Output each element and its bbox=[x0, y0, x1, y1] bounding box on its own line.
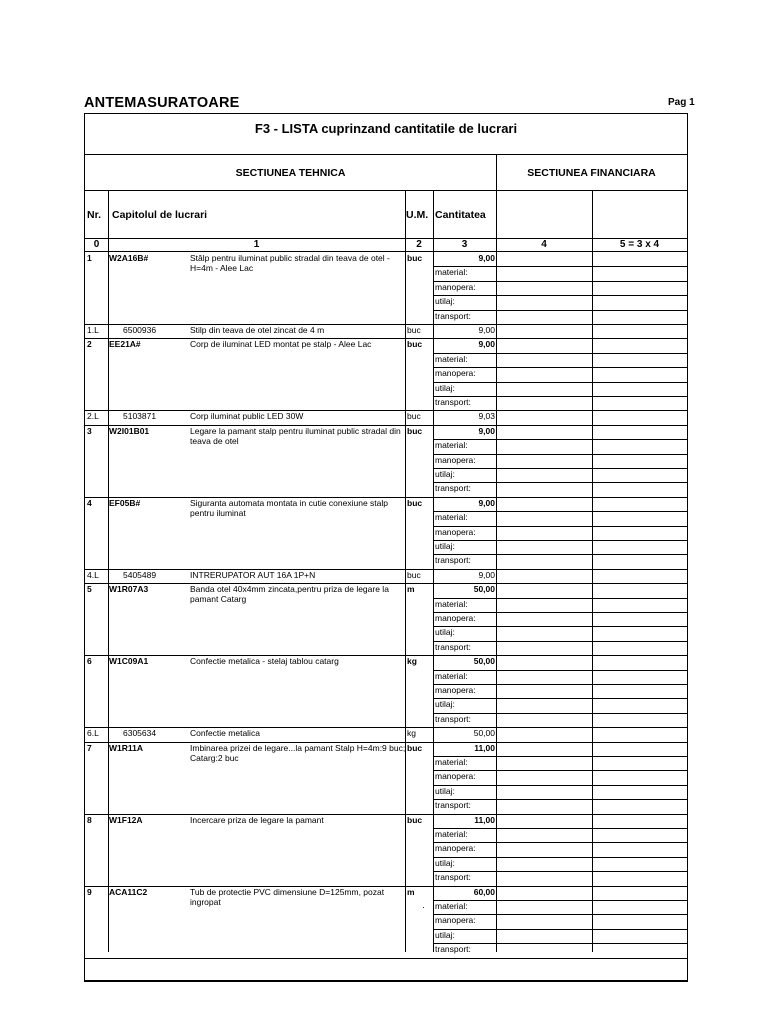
cost-label: manopera: bbox=[435, 613, 476, 623]
item-number: 2.L bbox=[87, 411, 99, 422]
item-unit: kg bbox=[407, 728, 416, 739]
cost-label: material: bbox=[435, 598, 468, 609]
column-header-um: U.M. bbox=[406, 209, 429, 221]
cost-label: utilaj: bbox=[435, 469, 455, 479]
item-unit: m bbox=[407, 584, 415, 595]
page-number: Pag 1 bbox=[668, 97, 695, 108]
grid-line bbox=[433, 554, 687, 555]
cost-label: manopera: bbox=[435, 454, 476, 465]
item-code: W1R11A bbox=[109, 742, 144, 753]
item-description: INTRERUPATOR AUT 16A 1P+N bbox=[190, 569, 316, 580]
grid-line bbox=[433, 439, 687, 440]
item-number: 5 bbox=[87, 584, 92, 595]
item-number: 1 bbox=[87, 253, 92, 263]
cost-label: manopera: bbox=[435, 915, 476, 926]
column-number-0: 0 bbox=[93, 239, 100, 250]
grid-line bbox=[433, 266, 687, 267]
grid-line bbox=[433, 482, 687, 483]
item-quantity: 11,00 bbox=[474, 814, 495, 825]
grid-line bbox=[433, 626, 687, 627]
grid-line bbox=[85, 980, 687, 981]
cost-label: utilaj: bbox=[435, 296, 455, 307]
cost-label: manopera: bbox=[435, 771, 476, 782]
item-unit: buc bbox=[407, 253, 423, 263]
item-code: W2A16B# bbox=[109, 253, 149, 263]
section-tehnica-label: SECTIUNEA TEHNICA bbox=[235, 167, 346, 179]
item-code: W2I01B01 bbox=[109, 425, 150, 436]
cost-label: utilaj: bbox=[435, 785, 455, 796]
item-quantity: 9,00 bbox=[478, 425, 495, 436]
cost-label: manopera: bbox=[435, 526, 476, 537]
grid-line bbox=[433, 713, 687, 714]
item-description: Siguranta automata montata in cutie conexiune stalp pentru iluminat bbox=[190, 497, 388, 518]
grid-line bbox=[433, 900, 687, 901]
item-code: 6305634 bbox=[123, 728, 157, 739]
cost-label: material: bbox=[435, 829, 468, 839]
cost-label: transport: bbox=[435, 713, 471, 724]
cost-label: transport: bbox=[435, 310, 471, 321]
item-description: Legare la pamant stalp pentru iluminat public stradal din teava de otel bbox=[190, 425, 401, 446]
item-code: W1C09A1 bbox=[109, 656, 149, 667]
cost-label: material: bbox=[435, 267, 468, 278]
grid-line bbox=[433, 871, 687, 872]
grid-line bbox=[433, 540, 687, 541]
grid-line bbox=[433, 396, 687, 397]
cost-label: material: bbox=[435, 353, 468, 364]
item-unit: buc bbox=[407, 325, 421, 335]
item-number: 1.L bbox=[87, 325, 99, 335]
item-code: 5103871 bbox=[123, 411, 157, 422]
grid-line bbox=[433, 511, 687, 512]
cost-label: material: bbox=[435, 440, 468, 451]
item-number: 6.L bbox=[87, 728, 99, 739]
item-code: ACA11C2 bbox=[109, 886, 148, 897]
grid-line bbox=[592, 190, 593, 952]
cost-label: utilaj: bbox=[435, 541, 455, 551]
item-description: Stâlp pentru iluminat public stradal din teava de otel - H=4m - Alee Lac bbox=[190, 253, 390, 273]
cost-label: utilaj: bbox=[435, 627, 455, 638]
table-title: F3 - LISTA cuprinzand cantitatile de lucrari bbox=[254, 121, 518, 136]
item-number: 9 bbox=[87, 886, 92, 897]
column-number-4: 4 bbox=[541, 239, 547, 250]
item-code: 6500936 bbox=[123, 325, 157, 335]
column-number-5: 5 = 3 x 4 bbox=[619, 239, 660, 250]
grid-line bbox=[85, 958, 687, 959]
item-unit: buc bbox=[407, 569, 421, 580]
quantities-table bbox=[84, 113, 688, 982]
grid-line bbox=[433, 295, 687, 296]
item-code: EE21A# bbox=[109, 339, 141, 350]
column-header-nr: Nr. bbox=[87, 209, 102, 221]
grid-line bbox=[85, 251, 687, 252]
item-description: Confectie metalica bbox=[190, 728, 260, 739]
column-header-capitol: Capitolul de lucrari bbox=[112, 209, 208, 221]
cost-label: manopera: bbox=[435, 281, 476, 292]
item-number: 4 bbox=[87, 497, 92, 508]
item-description: Corp iluminat public LED 30W bbox=[190, 411, 304, 422]
grid-line bbox=[433, 641, 687, 642]
grid-line bbox=[85, 238, 687, 239]
item-unit: kg bbox=[407, 656, 417, 667]
grid-line bbox=[433, 698, 687, 699]
cost-label: utilaj: bbox=[435, 699, 455, 710]
item-code: EF05B# bbox=[109, 497, 141, 508]
item-number: 8 bbox=[87, 814, 92, 825]
item-unit: m bbox=[407, 886, 415, 897]
cost-label: transport: bbox=[435, 397, 471, 407]
cost-label: manopera: bbox=[435, 368, 476, 379]
cost-label: transport: bbox=[435, 944, 471, 955]
item-quantity: 9,00 bbox=[478, 325, 495, 335]
grid-line bbox=[108, 190, 109, 952]
scan-mark: · bbox=[422, 902, 425, 912]
grid-line bbox=[433, 598, 687, 599]
cost-label: material: bbox=[435, 901, 468, 911]
item-code: W1R07A3 bbox=[109, 584, 149, 595]
item-description: Corp de iluminat LED montat pe stalp - Alee Lac bbox=[190, 339, 372, 350]
cost-label: manopera: bbox=[435, 843, 476, 854]
cost-label: transport: bbox=[435, 800, 471, 811]
cost-label: utilaj: bbox=[435, 857, 455, 868]
column-number-1: 1 bbox=[253, 239, 260, 250]
item-number: 2 bbox=[87, 339, 92, 350]
item-unit: buc bbox=[407, 742, 423, 753]
cost-label: utilaj: bbox=[435, 382, 455, 393]
item-description: Banda otel 40x4mm zincata,pentru priza de legare la pamant Catarg bbox=[190, 584, 389, 605]
document-title: ANTEMASURATOARE bbox=[84, 95, 240, 111]
item-unit: buc bbox=[407, 411, 421, 422]
grid-line bbox=[433, 929, 687, 930]
grid-line bbox=[85, 154, 687, 155]
item-quantity: 9,00 bbox=[478, 569, 495, 580]
item-number: 6 bbox=[87, 656, 92, 667]
cost-label: material: bbox=[435, 512, 468, 523]
cost-label: transport: bbox=[435, 555, 471, 566]
item-code: W1F12A bbox=[109, 814, 143, 825]
grid-line bbox=[433, 670, 687, 671]
grid-line bbox=[433, 756, 687, 757]
grid-line bbox=[433, 785, 687, 786]
cost-label: transport: bbox=[435, 641, 471, 652]
item-number: 3 bbox=[87, 425, 92, 436]
grid-line bbox=[85, 190, 687, 191]
item-number: 4.L bbox=[87, 569, 99, 580]
cost-label: manopera: bbox=[435, 685, 476, 695]
cost-label: material: bbox=[435, 757, 468, 767]
item-quantity: 50,00 bbox=[473, 584, 495, 595]
grid-line bbox=[433, 190, 434, 952]
item-number: 7 bbox=[87, 742, 92, 753]
column-number-3: 3 bbox=[461, 239, 468, 250]
item-unit: buc bbox=[407, 339, 423, 350]
item-code: 5405489 bbox=[123, 569, 157, 580]
grid-line bbox=[496, 154, 497, 952]
grid-line bbox=[433, 353, 687, 354]
cost-label: material: bbox=[435, 670, 468, 681]
grid-line bbox=[433, 857, 687, 858]
item-description: Tub de protectie PVC dimensiune D=125mm, pozat ingropat bbox=[190, 886, 385, 907]
item-description: Stilp din teava de otel zincat de 4 m bbox=[190, 325, 325, 335]
item-quantity: 9,00 bbox=[478, 497, 495, 508]
cost-label: transport: bbox=[435, 872, 471, 883]
cost-label: transport: bbox=[435, 483, 471, 494]
item-quantity: 9,00 bbox=[478, 339, 495, 350]
grid-line bbox=[433, 468, 687, 469]
grid-line bbox=[433, 382, 687, 383]
column-number-2: 2 bbox=[416, 239, 422, 250]
grid-line bbox=[433, 943, 687, 944]
grid-line bbox=[433, 828, 687, 829]
column-header-cantitate: Cantitatea bbox=[435, 209, 486, 221]
item-description: Imbinarea prizei de legare...la pamant Stalp H=4m:9 buc; Catarg:2 buc bbox=[190, 742, 406, 763]
grid-line bbox=[433, 310, 687, 311]
item-quantity: 11,00 bbox=[474, 742, 495, 753]
cost-label: utilaj: bbox=[435, 929, 455, 940]
grid-line bbox=[433, 799, 687, 800]
item-unit: buc bbox=[407, 425, 423, 436]
item-quantity: 9,03 bbox=[478, 411, 495, 422]
item-unit: buc bbox=[407, 814, 423, 825]
item-quantity: 50,00 bbox=[473, 728, 495, 739]
item-description: Confectie metalica - stelaj tablou catarg bbox=[190, 656, 339, 667]
item-quantity: 9,00 bbox=[478, 253, 495, 263]
item-description: Incercare priza de legare la pamant bbox=[190, 814, 324, 825]
item-quantity: 60,00 bbox=[473, 886, 495, 897]
item-quantity: 50,00 bbox=[473, 656, 495, 667]
section-financiara-label: SECTIUNEA FINANCIARA bbox=[527, 167, 656, 179]
item-unit: buc bbox=[407, 497, 423, 508]
